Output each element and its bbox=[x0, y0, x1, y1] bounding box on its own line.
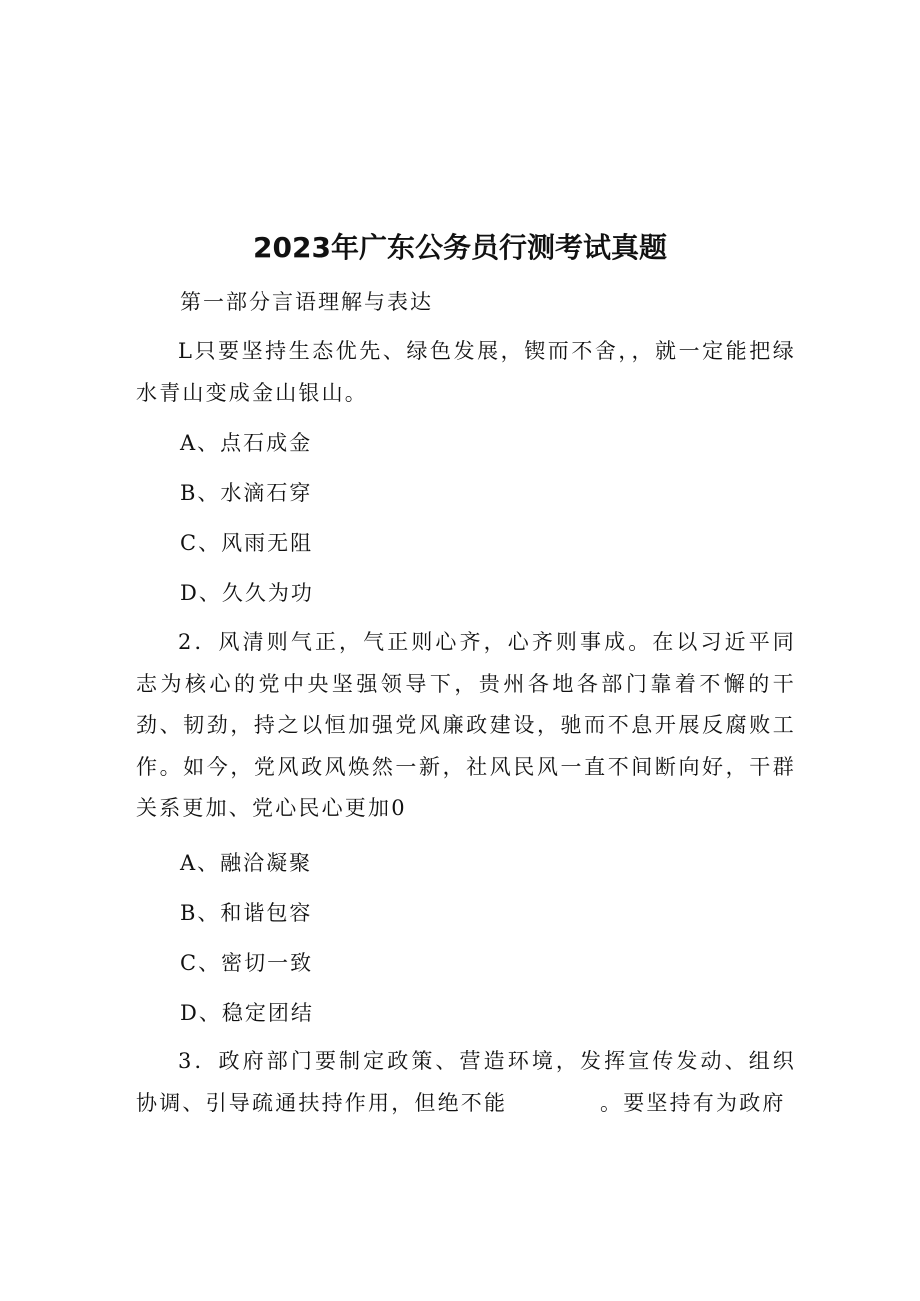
question-1-option-c: C、风雨无阻 bbox=[180, 531, 314, 555]
question-3-stem: 3．政府部门要制定政策、营造环境，发挥宣传发动、组织协调、引导疏通扶持作用，但绝不能 。要坚持有为政府 bbox=[136, 1049, 796, 1115]
question-2-option-c: C、密切一致 bbox=[180, 951, 314, 975]
question-2-option-d: D、稳定团结 bbox=[180, 1001, 314, 1025]
question-1-stem: L只要坚持生态优先、绿色发展，锲而不舍，，就一定能把绿水青山变成金山银山。 bbox=[136, 339, 796, 405]
question-1-option-a: A、点石成金 bbox=[180, 431, 313, 455]
question-2-option-b: B、和谐包容 bbox=[180, 901, 313, 925]
question-1-option-d: D、久久为功 bbox=[180, 581, 314, 605]
question-2-option-a: A、融洽凝聚 bbox=[180, 851, 313, 875]
question-2-stem: 2．风清则气正，气正则心齐，心齐则事成。在以习近平同志为核心的党中央坚强领导下，贵州各地各部门靠着不懈的干劲、韧劲，持之以恒加强党风廉政建设，驰而不息开展反腐败工作。如今，党风政风焕然一新，社风民风一直不间断向好，干群关系更加、党心民心更加0 bbox=[136, 630, 796, 820]
document-title: 2023年广东公务员行测考试真题 bbox=[253, 231, 667, 264]
question-1-option-b: B、水滴石穿 bbox=[180, 481, 313, 505]
section-heading: 第一部分言语理解与表达 bbox=[180, 290, 433, 314]
